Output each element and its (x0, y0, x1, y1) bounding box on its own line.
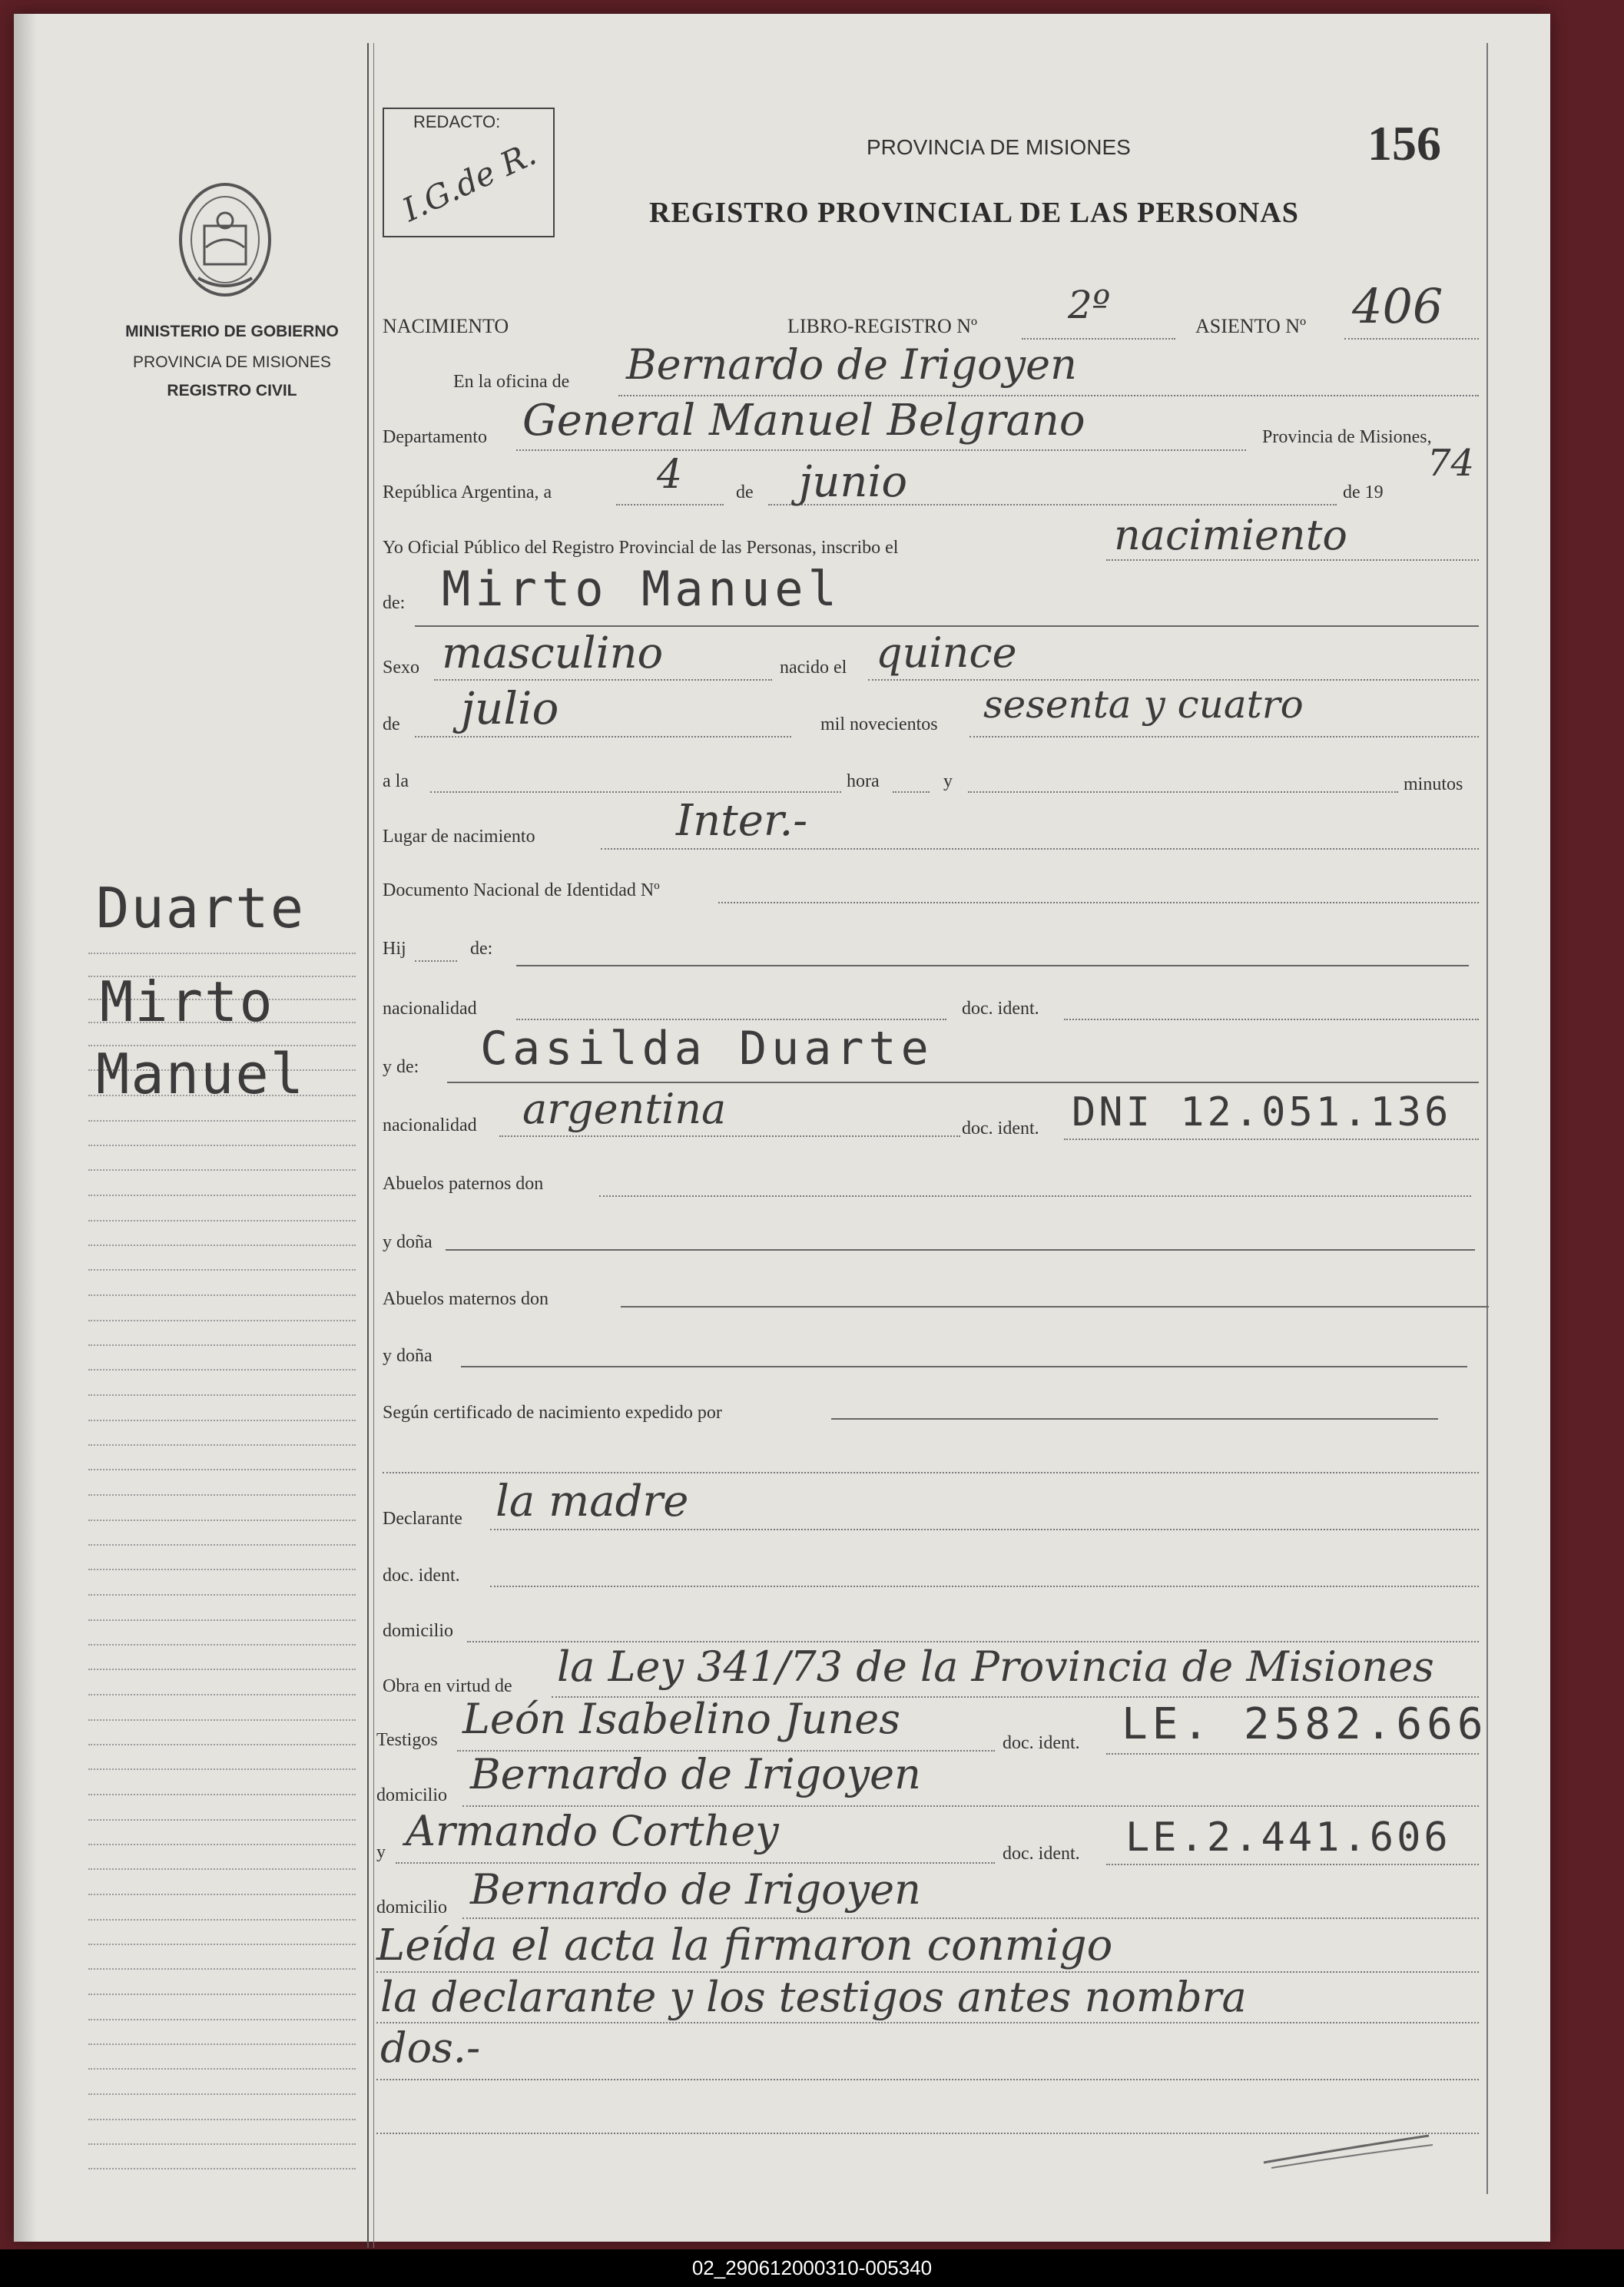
y-dona-paterna-label: y doña (383, 1232, 433, 1252)
header-province: PROVINCIA DE MISIONES (867, 135, 1131, 159)
ministry-label: MINISTERIO DE GOBIERNO (125, 323, 339, 340)
dia-nacimiento-value: quince (876, 628, 1017, 677)
nacido-label: nacido el (780, 658, 847, 678)
doc-ident-padre-label: doc. ident. (962, 999, 1039, 1019)
oficina-value: Bernardo de Irigoyen (626, 340, 1077, 389)
doc-madre-value: DNI 12.051.136 (1072, 1089, 1452, 1135)
y-de-label: y de: (383, 1057, 419, 1077)
mes-value: junio (799, 457, 908, 507)
civil-registry-label: REGISTRO CIVIL (167, 382, 297, 399)
dia-value: 4 (657, 452, 683, 498)
minutos-label: minutos (1404, 774, 1463, 794)
de-name-label: de: (383, 593, 406, 613)
testigos-label: Testigos (376, 1730, 438, 1750)
y-dona-materna-label: y doña (383, 1346, 433, 1366)
mil-novecientos-label: mil novecientos (820, 714, 938, 734)
left-province-label: PROVINCIA DE MISIONES (133, 353, 331, 371)
strike-marks (1260, 2128, 1437, 2174)
abuelos-maternos-label: Abuelos maternos don (383, 1289, 549, 1309)
oficina-label: En la oficina de (453, 372, 570, 392)
provincia-label: Provincia de Misiones, (1262, 427, 1432, 447)
sexo-value: masculino (442, 628, 664, 678)
de-label: de (736, 482, 754, 502)
obra-virtud-label: Obra en virtud de (383, 1676, 512, 1696)
registrant-name: Mirto Manuel (442, 561, 841, 617)
republica-label: República Argentina, a (383, 482, 552, 502)
testigo-2-domicilio: Bernardo de Irigoyen (470, 1865, 921, 1914)
lugar-label: Lugar de nacimiento (383, 827, 535, 847)
testigo-1-domicilio-label: domicilio (376, 1785, 447, 1805)
obra-virtud-value: la Ley 341/73 de la Provincia de Misiones (557, 1642, 1434, 1691)
anio-label: de 19 (1343, 482, 1384, 502)
testigo-y-label: y (376, 1842, 386, 1862)
margin-rule (367, 43, 369, 2248)
segun-certificado-label: Según certificado de nacimiento expedido por (383, 1403, 722, 1423)
hij-label: Hij (383, 939, 406, 959)
declarante-value: la madre (495, 1477, 689, 1526)
image-id-footer: 02_290612000310-005340 (0, 2249, 1624, 2287)
abuelos-paternos-label: Abuelos paternos don (383, 1174, 544, 1194)
lugar-value: Inter.- (676, 796, 808, 846)
mes-nacimiento-value: julio (461, 682, 559, 734)
margin-rule-inner (373, 43, 374, 2248)
right-rule (1486, 43, 1488, 2194)
de-mes-label: de (383, 714, 400, 734)
a-la-label: a la (383, 771, 409, 791)
page-number: 156 (1367, 116, 1441, 171)
asiento-label: ASIENTO Nº (1195, 315, 1307, 337)
anio-nacimiento-value: sesenta y cuatro (983, 682, 1304, 727)
closing-line-3: dos.- (380, 2023, 481, 2072)
testigo-2-doc: LE.2.441.606 (1125, 1815, 1451, 1861)
sexo-label: Sexo (383, 658, 419, 678)
y-label: y (943, 771, 953, 791)
declarante-label: Declarante (383, 1509, 462, 1529)
nacionalidad-madre-value: argentina (522, 1085, 727, 1133)
closing-line-1: Leída el acta la firmaron conmigo (376, 1921, 1113, 1970)
testigo-1-doc: LE. 2582.666 (1122, 1699, 1488, 1749)
closing-line-2: la declarante y los testigos antes nombra (380, 1973, 1247, 2021)
binding-shadow (14, 14, 37, 2242)
coat-of-arms-seal (175, 178, 275, 301)
testigo-2-doc-label: doc. ident. (1003, 1844, 1080, 1864)
madre-value: Casilda Duarte (480, 1022, 933, 1076)
dni-label: Documento Nacional de Identidad Nº (383, 880, 660, 900)
nacionalidad-madre-label: nacionalidad (383, 1115, 477, 1135)
libro-value: 2º (1068, 283, 1111, 327)
margin-surname: Duarte (96, 876, 306, 940)
hora-label: hora (847, 771, 880, 791)
libro-label: LIBRO-REGISTRO Nº (787, 315, 978, 337)
doc-ident-madre-label: doc. ident. (962, 1119, 1039, 1139)
doc-ident-declarante-label: doc. ident. (383, 1566, 460, 1586)
domicilio-declarante-label: domicilio (383, 1621, 453, 1641)
header-registry-title: REGISTRO PROVINCIAL DE LAS PERSONAS (649, 197, 1299, 229)
nacionalidad-padre-label: nacionalidad (383, 999, 477, 1019)
yo-oficial-label: Yo Oficial Público del Registro Provincial de las Personas, inscribo el (383, 538, 899, 558)
testigo-2-domicilio-label: domicilio (376, 1898, 447, 1917)
redacto-box (383, 108, 555, 237)
margin-first-name: Mirto (100, 969, 274, 1034)
redacto-initials: I.G.de R. (396, 134, 542, 229)
testigo-1-name: León Isabelino Junes (462, 1695, 900, 1743)
redacto-label: REDACTO: (413, 112, 501, 131)
inscribo-value: nacimiento (1114, 511, 1347, 559)
departamento-label: Departamento (383, 427, 487, 447)
asiento-value: 406 (1352, 278, 1443, 334)
departamento-value: General Manuel Belgrano (522, 396, 1085, 446)
testigo-1-domicilio: Bernardo de Irigoyen (470, 1750, 921, 1798)
anio-value: 74 (1427, 442, 1475, 485)
hij-de-label: de: (470, 939, 493, 959)
margin-middle-name: Manuel (96, 1042, 306, 1106)
testigo-1-doc-label: doc. ident. (1003, 1733, 1080, 1753)
nacimiento-heading: NACIMIENTO (383, 315, 509, 337)
testigo-2-name: Armando Corthey (406, 1807, 779, 1855)
